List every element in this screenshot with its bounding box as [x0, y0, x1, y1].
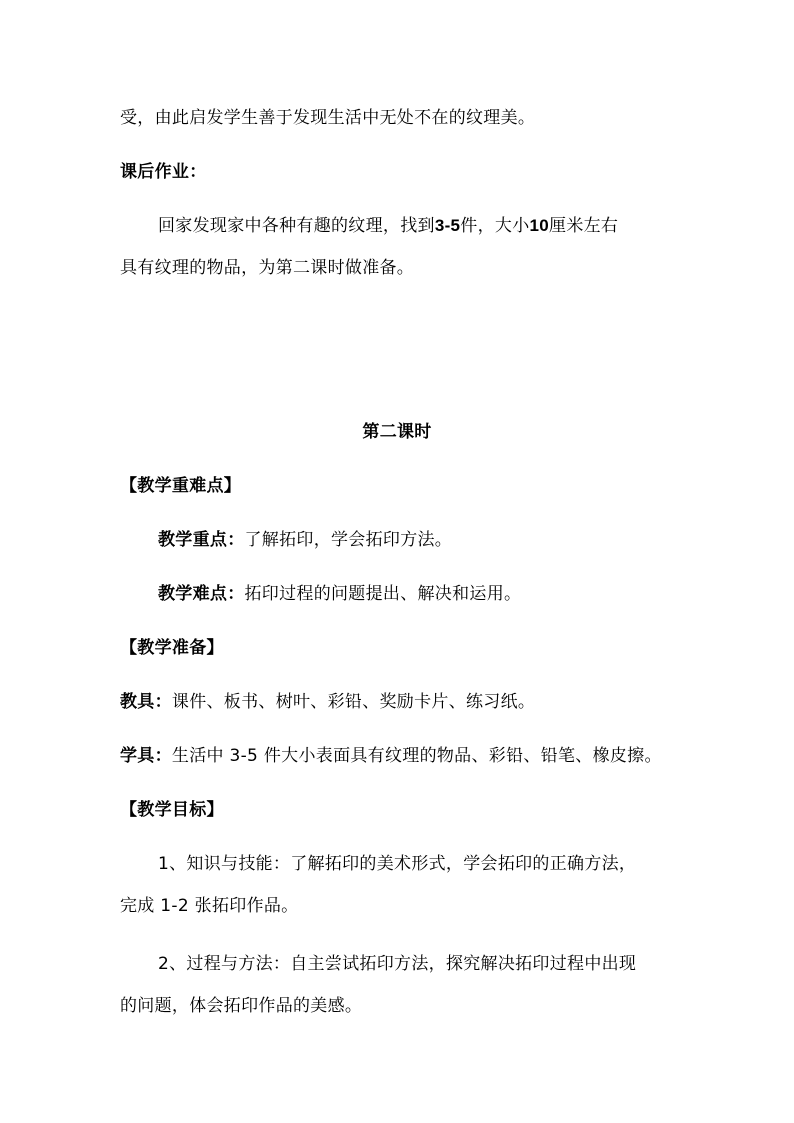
lesson-title: 第二课时 — [362, 422, 432, 442]
key-point-label: 教学重点： — [158, 530, 245, 550]
teaching-tools-line — [120, 690, 680, 714]
paragraph-line: 受，由此启发学生善于发现生活中无处不在的纹理美。 — [120, 108, 536, 128]
student-tools-line — [120, 744, 680, 768]
difficulty-line — [158, 582, 718, 606]
difficulty-text: 拓印过程的问题提出、解决和运用。 — [244, 584, 522, 604]
text-span: 厘米左右 — [549, 216, 619, 236]
number-span: 3-5 — [434, 216, 461, 235]
teaching-tools-label: 教具： — [120, 692, 172, 712]
goal-1-line-2: 完成 1-2 张拓印作品。 — [120, 896, 299, 916]
goal-2-line-1: 2、过程与方法：自主尝试拓印方法，探究解决拓印过程中出现 — [158, 954, 637, 974]
key-point-text: 了解拓印，学会拓印方法。 — [244, 530, 453, 550]
difficulty-label: 教学难点： — [158, 584, 245, 604]
section-key-points: 【教学重难点】 — [120, 476, 242, 496]
section-preparation: 【教学准备】 — [120, 638, 224, 658]
section-goals: 【教学目标】 — [120, 800, 224, 820]
goal-1-line-1: 1、知识与技能：了解拓印的美术形式，学会拓印的正确方法， — [158, 854, 637, 874]
homework-heading: 课后作业： — [120, 162, 207, 182]
text-span: 回家发现家中各种有趣的纹理，找到 — [158, 216, 435, 236]
goal-2-line-2: 的问题，体会拓印作品的美感。 — [120, 996, 363, 1016]
text-span: 件，大小 — [460, 216, 530, 236]
student-tools-text: 生活中 3-5 件大小表面具有纹理的物品、彩铅、铅笔、橡皮擦。 — [171, 746, 662, 766]
student-tools-label: 学具： — [120, 746, 172, 766]
key-point-line — [158, 528, 718, 552]
number-span: 10 — [529, 216, 550, 235]
teaching-tools-text: 课件、板书、树叶、彩铅、奖励卡片、练习纸。 — [171, 692, 536, 712]
homework-line-2: 具有纹理的物品，为第二课时做准备。 — [120, 258, 415, 278]
homework-line-1 — [158, 214, 718, 238]
